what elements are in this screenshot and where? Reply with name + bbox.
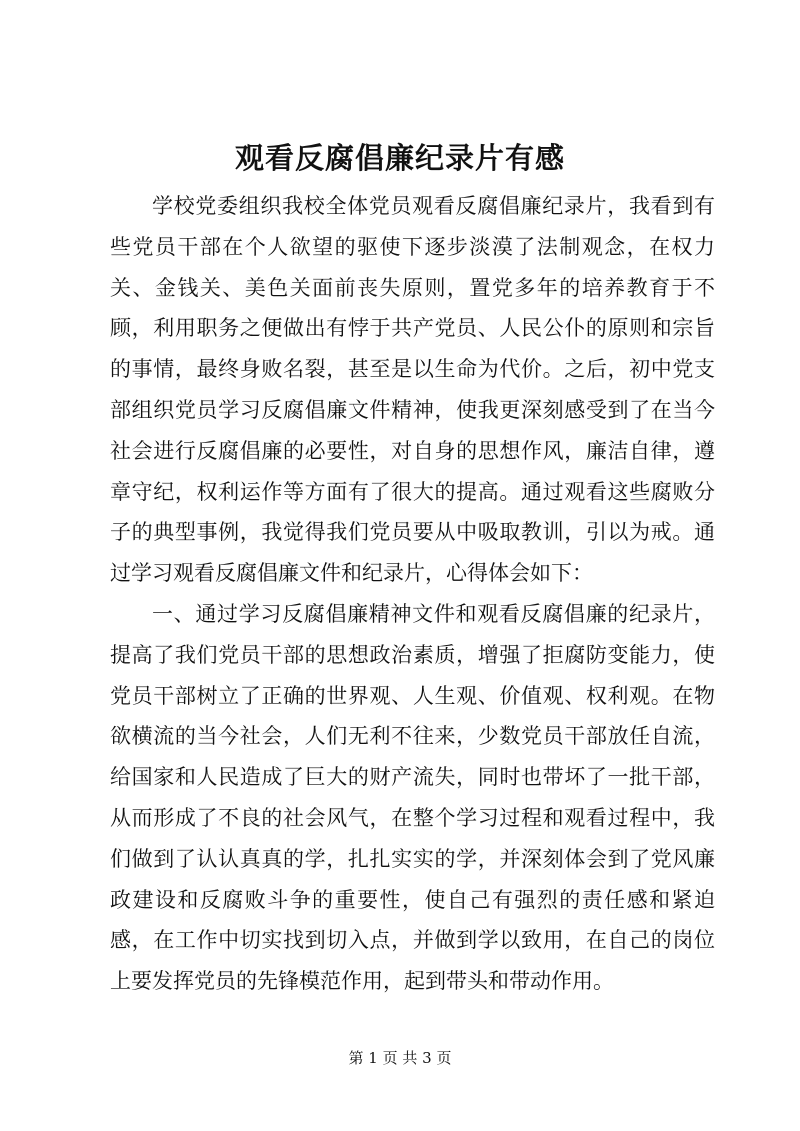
page-footer: 第 1 页 共 3 页: [348, 1049, 452, 1067]
document-title: 观看反腐倡廉纪录片有感: [234, 141, 565, 175]
document-body: [110, 186, 715, 1002]
paragraph-intro: 学校党委组织我校全体党员观看反腐倡廉纪录片，我看到有些党员干部在个人欲望的驱使下逐步淡漠了法制观念，在权力关、金钱关、美色关面前丧失原则，置党多年的培养教育于不顾，利用职务之便做出有悖于共产党员、人民公仆的原则和宗旨的事情，最终身败名裂，甚至是以生命为代价。之后，初中党支部组织党员学习反腐倡廉文件精神，使我更深刻感受到了在当今社会进行反腐倡廉的必要性，对自身的思想作风，廉洁自律，遵章守纪，权利运作等方面有了很大的提高。通过观看这些腐败分子的典型事例，我觉得我们党员要从中吸取教训，引以为戒。通过学习观看反腐倡廉文件和纪录片，心得体会如下：: [110, 194, 715, 586]
paragraph-point-one: 一、通过学习反腐倡廉精神文件和观看反腐倡廉的纪录片，提高了我们党员干部的思想政治素质，增强了拒腐防变能力，使党员干部树立了正确的世界观、人生观、价值观、权利观。在物欲横流的当今社会，人们无利不往来，少数党员干部放任自流，给国家和人民造成了巨大的财产流失，同时也带坏了一批干部，从而形成了不良的社会风气，在整个学习过程和观看过程中，我们做到了认认真真的学，扎扎实实的学，并深刻体会到了党风廉政建设和反腐败斗争的重要性，使自己有强烈的责任感和紧迫感，在工作中切实找到切入点，并做到学以致用，在自己的岗位上要发挥党员的先锋模范作用，起到带头和带动作用。: [110, 601, 715, 994]
